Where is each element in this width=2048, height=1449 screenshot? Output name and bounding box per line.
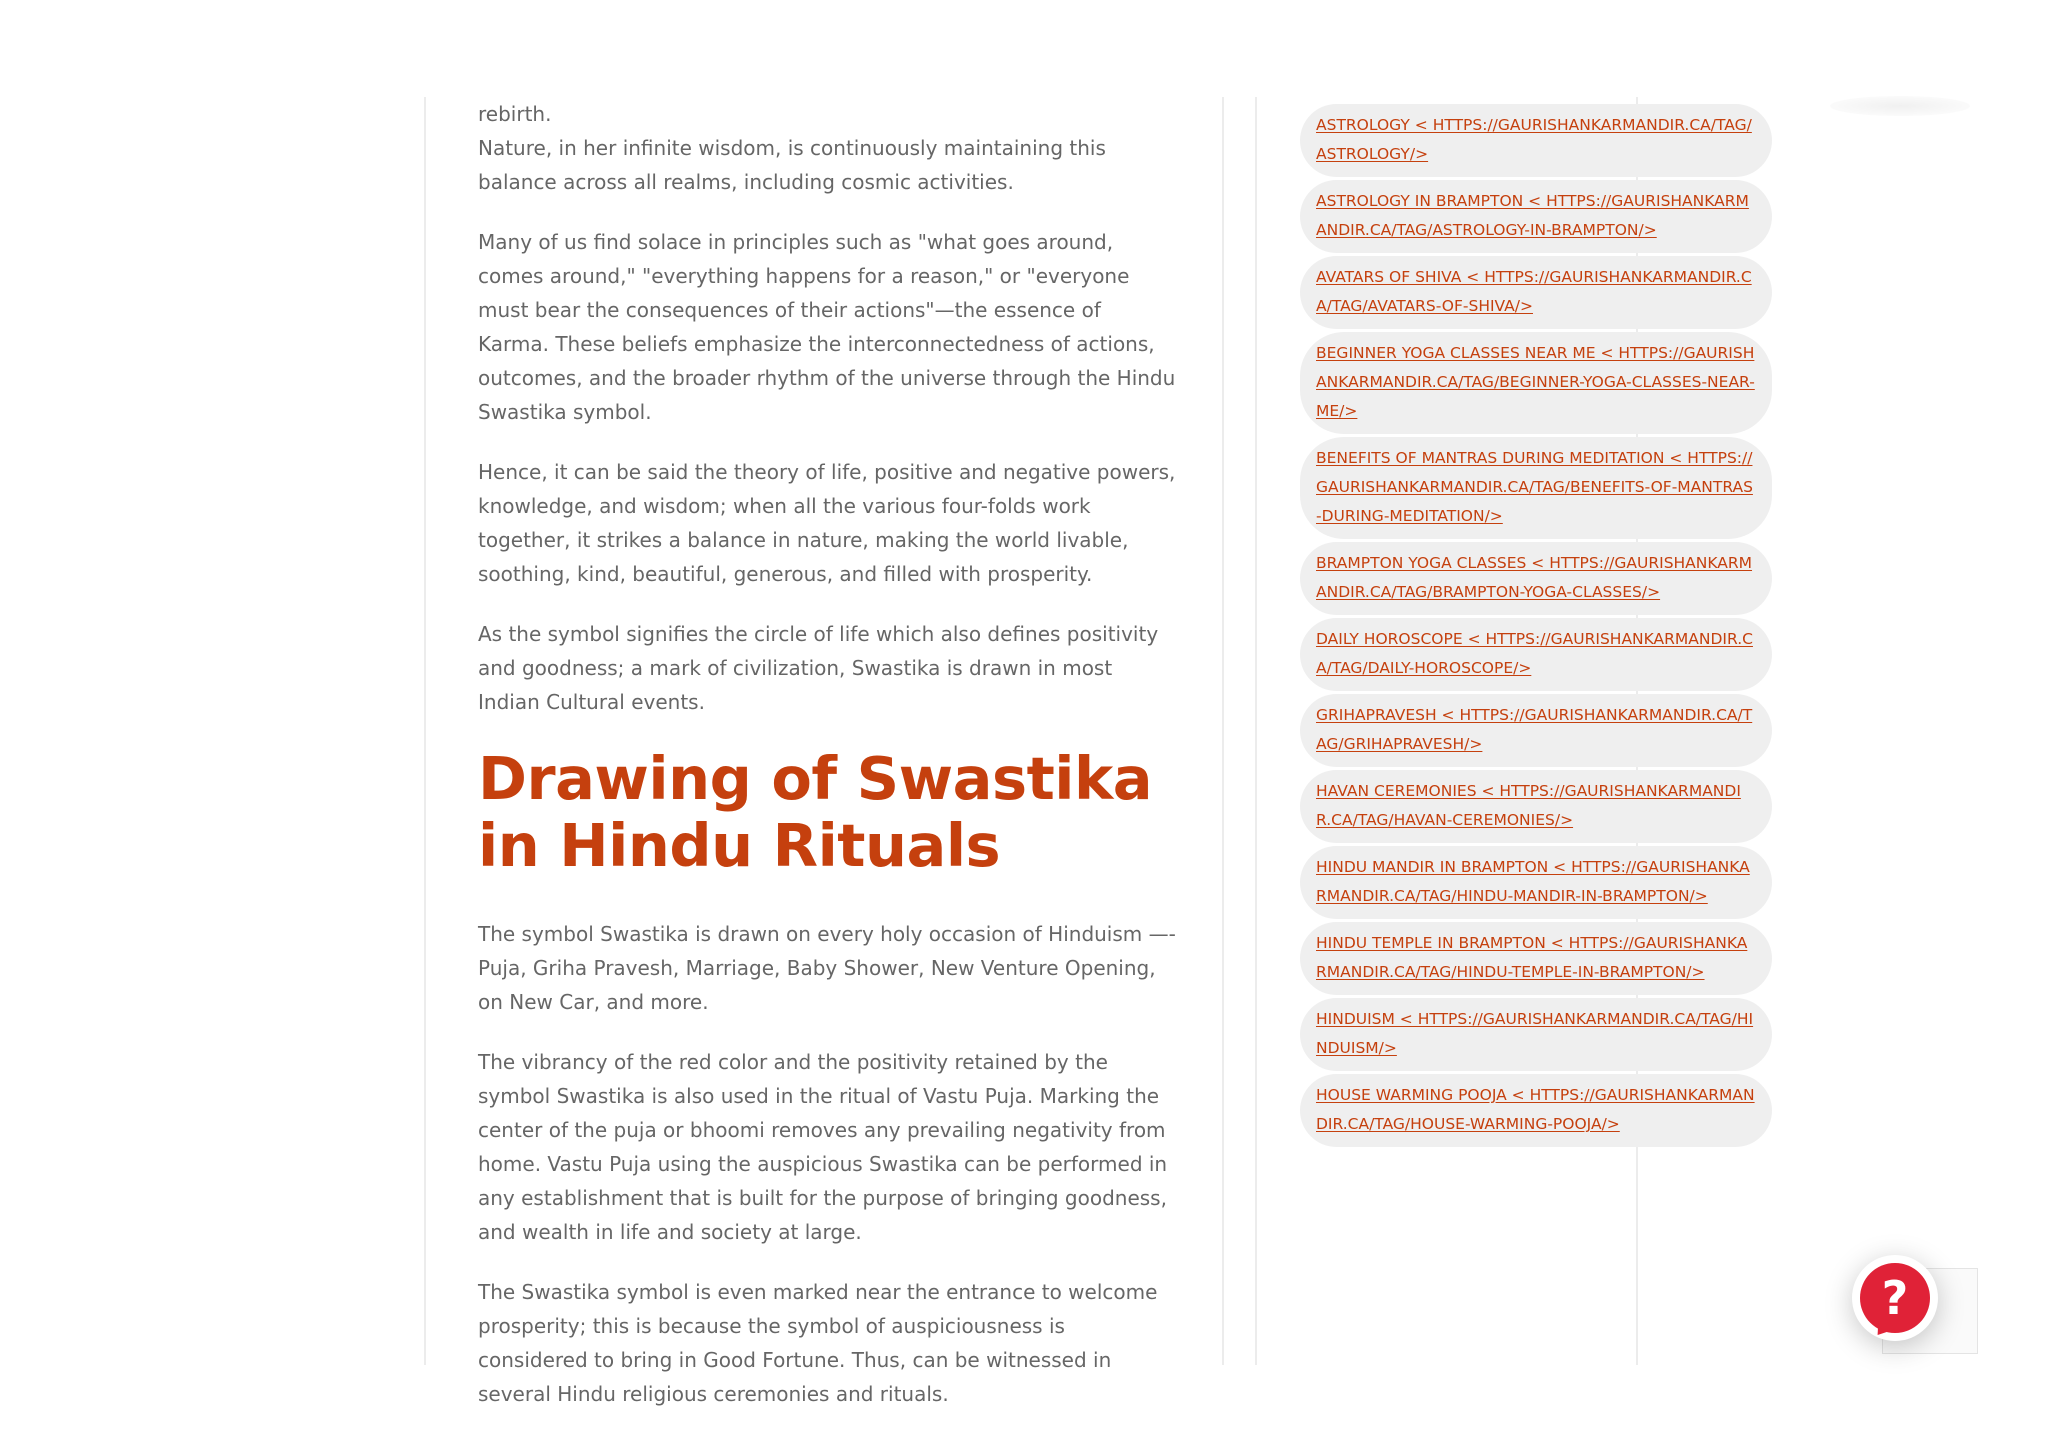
help-chat-button[interactable] [1852, 1255, 1938, 1341]
tag-link-hindu-mandir[interactable]: HINDU MANDIR IN BRAMPTON < HTTPS://GAURISHANKARMANDIR.CA/TAG/HINDU-MANDIR-IN-BRAMPTON/> [1316, 858, 1750, 905]
tag-link-astrology-in-brampton[interactable]: ASTROLOGY IN BRAMPTON < HTTPS://GAURISHANKARMANDIR.CA/TAG/ASTROLOGY-IN-BRAMPTON/> [1316, 192, 1749, 239]
tag-item [1300, 332, 1772, 434]
tag-item [1300, 437, 1772, 539]
tag-item [1300, 180, 1772, 253]
tag-link-hindu-temple[interactable]: HINDU TEMPLE IN BRAMPTON < HTTPS://GAURISHANKARMANDIR.CA/TAG/HINDU-TEMPLE-IN-BRAMPTON/> [1316, 934, 1748, 981]
tag-item [1300, 770, 1772, 843]
tag-item [1300, 694, 1772, 767]
paragraph: Many of us find solace in principles such as "what goes around, comes around," "everything happens for a reason," or "everyone must bear the consequences of their actions"—the essence of Karma. These beliefs emphasize the interconnectedness of actions, outcomes, and the broader rhythm of the universe through the Hindu Swastika symbol. [478, 230, 1176, 424]
tag-item [1300, 542, 1772, 615]
tag-item [1300, 256, 1772, 329]
tag-list [1300, 104, 1800, 1150]
paragraph: As the symbol signifies the circle of life which also defines positivity and goodness; a mark of civilization, Swastika is drawn in most Indian Cultural events. [478, 622, 1159, 714]
paragraph: The symbol Swastika is drawn on every holy occasion of Hinduism —- Puja, Griha Pravesh, Marriage, Baby Shower, New Venture Opening, on New Car, and more. [478, 922, 1176, 1014]
tag-link-beginner-yoga[interactable]: BEGINNER YOGA CLASSES NEAR ME < HTTPS://GAURISHANKARMANDIR.CA/TAG/BEGINNER-YOGA-CLASSES-NEAR-ME/> [1316, 344, 1755, 420]
paragraph: rebirth. [478, 102, 552, 126]
tag-item [1300, 846, 1772, 919]
tag-item [1300, 104, 1772, 177]
help-question-icon [1860, 1263, 1930, 1333]
content-right-border [1222, 97, 1224, 1365]
tag-link-house-warming[interactable]: HOUSE WARMING POOJA < HTTPS://GAURISHANKARMANDIR.CA/TAG/HOUSE-WARMING-POOJA/> [1316, 1086, 1755, 1133]
sidebar-left-border [1255, 97, 1257, 1365]
tag-link-daily-horoscope[interactable]: DAILY HOROSCOPE < HTTPS://GAURISHANKARMANDIR.CA/TAG/DAILY-HOROSCOPE/> [1316, 630, 1753, 677]
help-glyph: ? [1881, 1271, 1909, 1325]
article-content [478, 97, 1178, 1411]
paragraph: The Swastika symbol is even marked near the entrance to welcome prosperity; this is because the symbol of auspiciousness is considered to bring in Good Fortune. Thus, can be witnessed in several Hindu religious ceremonies and rituals. [478, 1280, 1158, 1406]
paragraph: The vibrancy of the red color and the positivity retained by the symbol Swastika is also used in the ritual of Vastu Puja. Marking the center of the puja or bhoomi removes any prevailing negativity from home. Vastu Puja using the auspicious Swastika can be performed in any establishment that is built for the purpose of bringing goodness, and wealth in life and society at large. [478, 1050, 1168, 1244]
tag-link-astrology[interactable]: ASTROLOGY < HTTPS://GAURISHANKARMANDIR.CA/TAG/ASTROLOGY/> [1316, 116, 1752, 163]
tag-link-havan-ceremonies[interactable]: HAVAN CEREMONIES < HTTPS://GAURISHANKARMANDIR.CA/TAG/HAVAN-CEREMONIES/> [1316, 782, 1741, 829]
tag-item [1300, 922, 1772, 995]
tag-item [1300, 998, 1772, 1071]
tag-link-brampton-yoga[interactable]: BRAMPTON YOGA CLASSES < HTTPS://GAURISHANKARMANDIR.CA/TAG/BRAMPTON-YOGA-CLASSES/> [1316, 554, 1753, 601]
section-heading: Drawing of Swastika in Hindu Rituals [478, 744, 1153, 880]
tag-item [1300, 618, 1772, 691]
content-left-border [424, 97, 426, 1365]
tag-link-hinduism[interactable]: HINDUISM < HTTPS://GAURISHANKARMANDIR.CA/TAG/HINDUISM/> [1316, 1010, 1754, 1057]
header-shadow [1830, 96, 1970, 116]
tag-link-avatars-of-shiva[interactable]: AVATARS OF SHIVA < HTTPS://GAURISHANKARMANDIR.CA/TAG/AVATARS-OF-SHIVA/> [1316, 268, 1752, 315]
tag-item [1300, 1074, 1772, 1147]
paragraph: Nature, in her infinite wisdom, is continuously maintaining this balance across all realms, including cosmic activities. [478, 136, 1106, 194]
tag-link-grihapravesh[interactable]: GRIHAPRAVESH < HTTPS://GAURISHANKARMANDIR.CA/TAG/GRIHAPRAVESH/> [1316, 706, 1753, 753]
paragraph: Hence, it can be said the theory of life, positive and negative powers, knowledge, and wisdom; when all the various four-folds work together, it strikes a balance in nature, making the world livable, soothing, kind, beautiful, generous, and filled with prosperity. [478, 460, 1176, 586]
tag-link-benefits-of-mantras[interactable]: BENEFITS OF MANTRAS DURING MEDITATION < HTTPS://GAURISHANKARMANDIR.CA/TAG/BENEFITS-OF-MANTRAS-DURING-MEDITATION/> [1316, 449, 1753, 525]
